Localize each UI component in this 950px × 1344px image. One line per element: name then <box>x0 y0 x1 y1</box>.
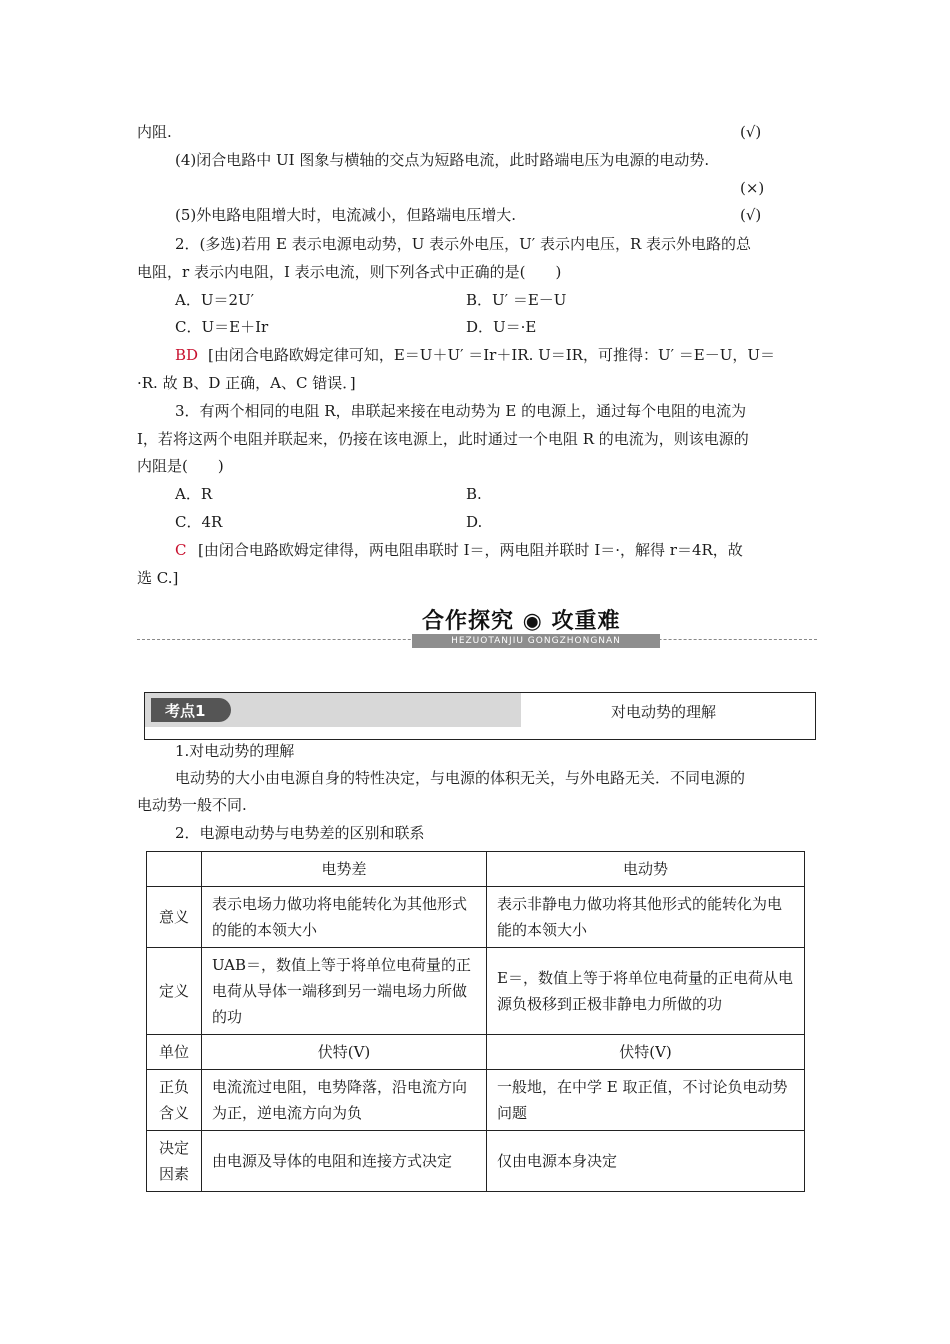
q2-option-a: A．U＝2U′ <box>175 291 255 309</box>
table-cell: 意义 <box>147 887 202 948</box>
q3-option-b: B. <box>466 485 482 503</box>
topic-title: 对电动势的理解 <box>611 703 717 721</box>
q2-stem-line1: 2．(多选)若用 E 表示电源电动势，U 表示外电压，U′ 表示内电压，R 表示外电路的总 <box>175 235 752 253</box>
section-banner <box>412 604 660 648</box>
table-header-cell: 电动势 <box>487 852 805 887</box>
table-cell: 决定因素 <box>147 1131 202 1192</box>
topic-tab <box>145 693 521 727</box>
q3-explanation-line2: 选 C.] <box>137 569 179 587</box>
q3-explanation-line1: [由闭合电路欧姆定律得，两电阻串联时 I＝，两电阻并联时 I＝·，解得 r＝4R，故 <box>198 541 743 559</box>
table-cell: 电流流过电阻，电势降落，沿电流方向为正，逆电流方向为负 <box>202 1070 487 1131</box>
table-header-row <box>147 852 805 887</box>
table-cell: 表示非静电力做功将其他形式的能转化为电能的本领大小 <box>487 887 805 948</box>
statement-5: (5)外电路电阻增大时，电流减小，但路端电压增大. <box>175 206 517 224</box>
q2-answer: BD <box>175 346 199 364</box>
table-header-cell <box>147 852 202 887</box>
table-header-cell: 电势差 <box>202 852 487 887</box>
point1-heading: 1.对电动势的理解 <box>175 742 295 760</box>
q3-answer: C <box>175 541 187 559</box>
table-row <box>147 1070 805 1131</box>
q2-option-d: D．U＝·E <box>466 318 537 336</box>
judgment-mark-3: (√) <box>740 123 762 141</box>
topic-label: 考点1 <box>165 702 206 720</box>
statement-3-tail: 内阻. <box>137 123 172 141</box>
table-cell: 一般地，在中学 E 取正值，不讨论负电动势问题 <box>487 1070 805 1131</box>
table-cell: 单位 <box>147 1035 202 1070</box>
table-cell: 伏特(V) <box>202 1035 487 1070</box>
table-cell: E＝，数值上等于将单位电荷量的正电荷从电源负极移到正极非静电力所做的功 <box>487 948 805 1035</box>
comparison-table <box>146 851 805 1192</box>
point2-heading: 2．电源电动势与电势差的区别和联系 <box>175 824 425 842</box>
q2-option-b: B．U′ ＝E－U <box>466 291 567 309</box>
banner-title: 合作探究 ◉ 攻重难 <box>422 609 621 634</box>
q3-option-c: C．4R <box>175 513 223 531</box>
q2-option-c: C．U＝E＋Ir <box>175 318 269 336</box>
topic-header-box <box>144 692 816 740</box>
q3-stem-line1: 3．有两个相同的电阻 R，串联起来接在电动势为 E 的电源上，通过每个电阻的电流为 <box>175 402 747 420</box>
table-row <box>147 948 805 1035</box>
point1-line2: 电动势一般不同. <box>137 796 247 814</box>
table-cell: 正负含义 <box>147 1070 202 1131</box>
judgment-mark-4: (×) <box>740 179 765 197</box>
table-cell: 定义 <box>147 948 202 1035</box>
q2-explanation-line1: [由闭合电路欧姆定律可知，E＝U＋U′ ＝Ir＋IR. U＝IR，可推得：U′ ＝E－U，U＝ <box>208 346 776 364</box>
point1-line1: 电动势的大小由电源自身的特性决定，与电源的体积无关，与外电路无关．不同电源的 <box>175 769 746 787</box>
q3-option-d: D. <box>466 513 483 531</box>
table-row <box>147 1035 805 1070</box>
q2-stem-line2: 电阻，r 表示内电阻，I 表示电流，则下列各式中正确的是( ) <box>137 263 562 281</box>
table-cell: 表示电场力做功将电能转化为其他形式的能的本领大小 <box>202 887 487 948</box>
q3-option-a: A．R <box>175 485 213 503</box>
table-row <box>147 1131 805 1192</box>
q3-stem-line2: I，若将这两个电阻并联起来，仍接在该电源上，此时通过一个电阻 R 的电流为，则该电源的 <box>137 430 749 448</box>
table-cell: 由电源及导体的电阻和连接方式决定 <box>202 1131 487 1192</box>
table-cell: 伏特(V) <box>487 1035 805 1070</box>
statement-4: (4)闭合电路中 UI 图象与横轴的交点为短路电流，此时路端电压为电源的电动势. <box>175 151 710 169</box>
judgment-mark-5: (√) <box>740 206 762 224</box>
q3-stem-line3: 内阻是( ) <box>137 457 224 475</box>
table-cell: 仅由电源本身决定 <box>487 1131 805 1192</box>
q2-explanation-line2: ·R. 故 B、D 正确，A、C 错误．] <box>137 374 356 392</box>
table-row <box>147 887 805 948</box>
banner-subtitle: HEZUOTANJIU GONGZHONGNAN <box>412 634 660 648</box>
table-cell: UAB＝，数值上等于将单位电荷量的正电荷从导体一端移到另一端电场力所做的功 <box>202 948 487 1035</box>
